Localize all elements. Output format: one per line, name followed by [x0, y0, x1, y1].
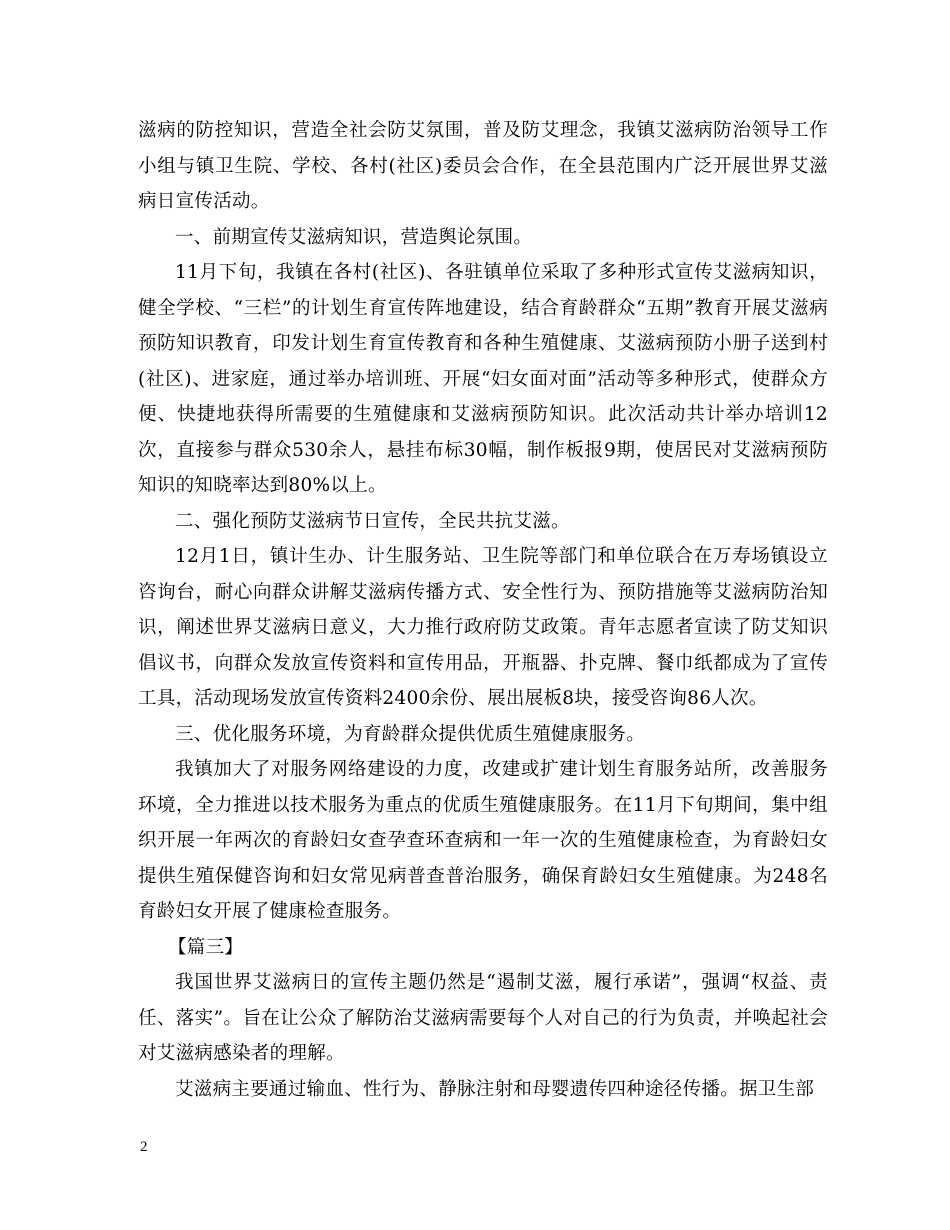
paragraph-section-1: 11月下旬，我镇在各村(社区)、各驻镇单位采取了多种形式宣传艾滋病知识，健全学校、“三栏”的计划生育宣传阵地建设，结合育龄群众“五期”教育开展艾滋病预防知识教育，印发计划生育宣传教育和各种生殖健康、艾滋病预防小册子送到村(社区)、进家庭，通过举办培训班、开展“妇女面对面”活动等多种形式，使群众方便、快捷地获得所需要的生殖健康和艾滋病预防知识。此次活动共计举办培训12次，直接参与群众530余人，悬挂布标30幅，制作板报9期，使居民对艾滋病预防知识的知晓率达到80%以上。 — [138, 262, 828, 496]
paragraph-section-2: 12月1日，镇计生办、计生服务站、卫生院等部门和单位联合在万寿场镇设立咨询台，耐心向群众讲解艾滋病传播方式、安全性行为、预防措施等艾滋病防治知识，阐述世界艾滋病日意义，大力推行政府防艾政策。青年志愿者宣读了防艾知识倡议书，向群众发放宣传资料和宣传用品，开瓶器、扑克牌、餐巾纸都成为了宣传工具，活动现场发放宣传资料2400余份、展出展板8块，接受咨询86人次。 — [138, 546, 828, 709]
document-body — [138, 113, 828, 1107]
paragraph-section-3: 我镇加大了对服务网络建设的力度，改建或扩建计划生育服务站所，改善服务环境，全力推进以技术服务为重点的优质生殖健康服务。在11月下旬期间，集中组织开展一年两次的育龄妇女查孕查环查病和一年一次的生殖健康检查，为育龄妇女提供生殖保健咨询和妇女常见病普查普治服务，确保育龄妇女生殖健康。为248名育龄妇女开展了健康检查服务。 — [138, 759, 828, 922]
section-heading-2: 二、强化预防艾滋病节日宣传，全民共抗艾滋。 — [175, 510, 570, 532]
section-heading-1: 一、前期宣传艾滋病知识，营造舆论氛围。 — [175, 226, 533, 248]
section-heading-3: 三、优化服务环境，为育龄群众提供优质生殖健康服务。 — [175, 723, 646, 745]
paragraph-intro-continuation: 滋病的防控知识，营造全社会防艾氛围，普及防艾理念，我镇艾滋病防治领导工作小组与镇卫生院、学校、各村(社区)委员会合作，在全县范围内广泛开展世界艾滋病日宣传活动。 — [138, 120, 828, 212]
chapter-heading-part-three: 【篇三】 — [168, 936, 244, 958]
page-number: 2 — [140, 1139, 148, 1155]
paragraph-part-three-transmission: 艾滋病主要通过输血、性行为、静脉注射和母婴遗传四种途径传播。据卫生部 — [175, 1078, 815, 1100]
paragraph-part-three-intro: 我国世界艾滋病日的宣传主题仍然是“遏制艾滋，履行承诺”，强调“权益、责任、落实”。旨在让公众了解防治艾滋病需要每个人对自己的行为负责，并唤起社会对艾滋病感染者的理解。 — [138, 972, 828, 1064]
